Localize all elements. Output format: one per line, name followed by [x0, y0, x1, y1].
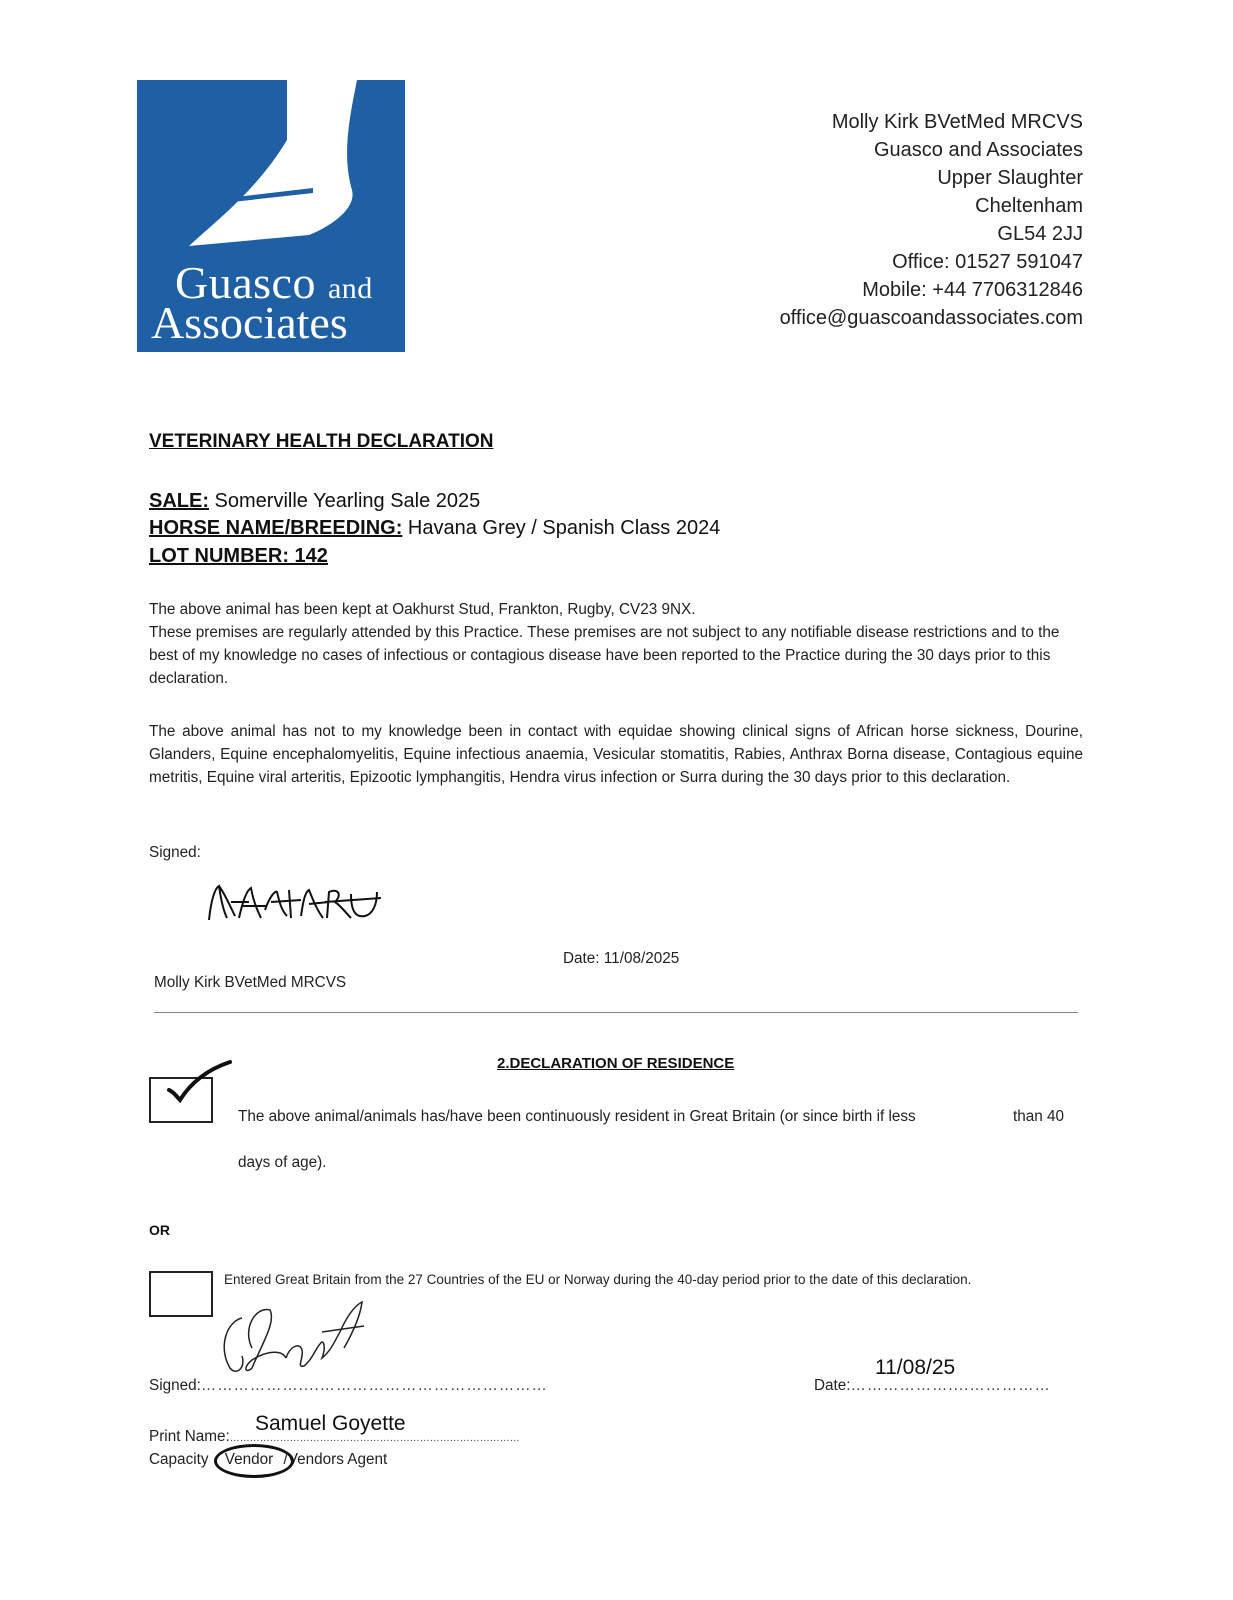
address-line: Upper Slaughter — [937, 167, 1083, 189]
practice-address — [780, 108, 1083, 332]
section-divider — [154, 1012, 1078, 1013]
company-logo — [137, 80, 405, 352]
office-phone: Office: 01527 591047 — [892, 251, 1083, 273]
resident-text-a: The above animal/animals has/have been continuously resident in Great Britain (or since birth if less — [238, 1108, 916, 1125]
vendor-date-handwritten: 11/08/25 — [875, 1356, 956, 1379]
vendor-date-row — [814, 1377, 1051, 1395]
document-title: VETERINARY HEALTH DECLARATION — [149, 431, 494, 452]
date-line: ………………....…………… — [850, 1377, 1051, 1394]
vet-signature — [205, 880, 395, 926]
sale-row — [149, 490, 480, 513]
address-line: Cheltenham — [975, 195, 1083, 217]
vet-date: Date: 11/08/2025 — [563, 950, 680, 967]
capacity-option-agent[interactable]: Vendors Agent — [287, 1451, 388, 1468]
eu-entry-text: Entered Great Britain from the 27 Countries of the EU or Norway during the 40-day period prior to the date of this declaration. — [224, 1272, 972, 1287]
premises-text: These premises are regularly attended by this Practice. These premises are not subject to any notifiable disease restrictions and to the best of my knowledge no cases of infectious or contagious disease have been reported to the Practice during the 30 days prior to this declaration. — [149, 624, 1060, 687]
sale-value: Somerville Yearling Sale 2025 — [209, 490, 481, 512]
eu-entry-checkbox[interactable] — [149, 1271, 213, 1317]
logo-line1: Guasco and — [175, 257, 373, 308]
capacity-option-vendor[interactable]: Vendor — [224, 1451, 274, 1468]
logo-line2: Associates — [151, 297, 348, 348]
mobile-phone: Mobile: +44 7706312846 — [862, 279, 1083, 301]
lot-row — [149, 545, 328, 568]
premises-paragraph — [149, 598, 1083, 690]
print-name-label: Print Name: — [149, 1428, 230, 1445]
sale-label: SALE: — [149, 490, 209, 512]
checkmark-icon — [166, 1060, 236, 1108]
resident-text-c: days of age). — [238, 1154, 327, 1171]
print-name-value: Samuel Goyette — [255, 1412, 406, 1435]
vendor-signed-row — [149, 1377, 548, 1395]
address-line: Guasco and Associates — [873, 139, 1083, 161]
address-line: Molly Kirk BVetMed MRCVS — [831, 111, 1083, 133]
vet-name: Molly Kirk BVetMed MRCVS — [154, 974, 347, 991]
capacity-selection-circle — [214, 1444, 294, 1478]
capacity-label: Capacity — [149, 1451, 209, 1468]
or-label: OR — [149, 1222, 170, 1238]
email-address: office@guascoandassociates.com — [779, 307, 1083, 329]
horse-row — [149, 517, 720, 540]
horse-label: HORSE NAME/BREEDING: — [149, 517, 403, 539]
vendor-date-label: Date: — [814, 1377, 851, 1394]
capacity-separator: / — [283, 1451, 288, 1468]
residence-title: 2.DECLARATION OF RESIDENCE — [497, 1055, 735, 1072]
premises-line: The above animal has been kept at Oakhurst Stud, Frankton, Rugby, CV23 9NX. — [149, 601, 696, 618]
horse-value: Havana Grey / Spanish Class 2024 — [402, 517, 721, 539]
signed-label: Signed: — [149, 844, 201, 861]
lot-label: LOT NUMBER: 142 — [149, 545, 328, 567]
vendor-signature — [212, 1298, 372, 1380]
vendor-signed-label: Signed: — [149, 1377, 201, 1394]
signature-line: ………………....…………………………………… — [200, 1377, 548, 1394]
print-name-row — [149, 1428, 649, 1446]
address-line: GL54 2JJ — [997, 223, 1083, 245]
resident-text-b: than 40 — [1013, 1108, 1065, 1125]
print-name-line: …………………………………………………………………………… — [229, 1433, 520, 1444]
contact-paragraph: The above animal has not to my knowledge been in contact with equidae showing clinical signs of African horse sickness, Dourine, Glanders, Equine encephalomyelitis, Equine infectious anaemia, Vesicular stomatitis, Rabies, Anthrax Borna disease, Contagious equine metritis, Equine viral arteritis, Epizootic lymphangitis, Hendra virus infection or Surra during the 30 days prior to this declaration. — [149, 723, 1083, 786]
